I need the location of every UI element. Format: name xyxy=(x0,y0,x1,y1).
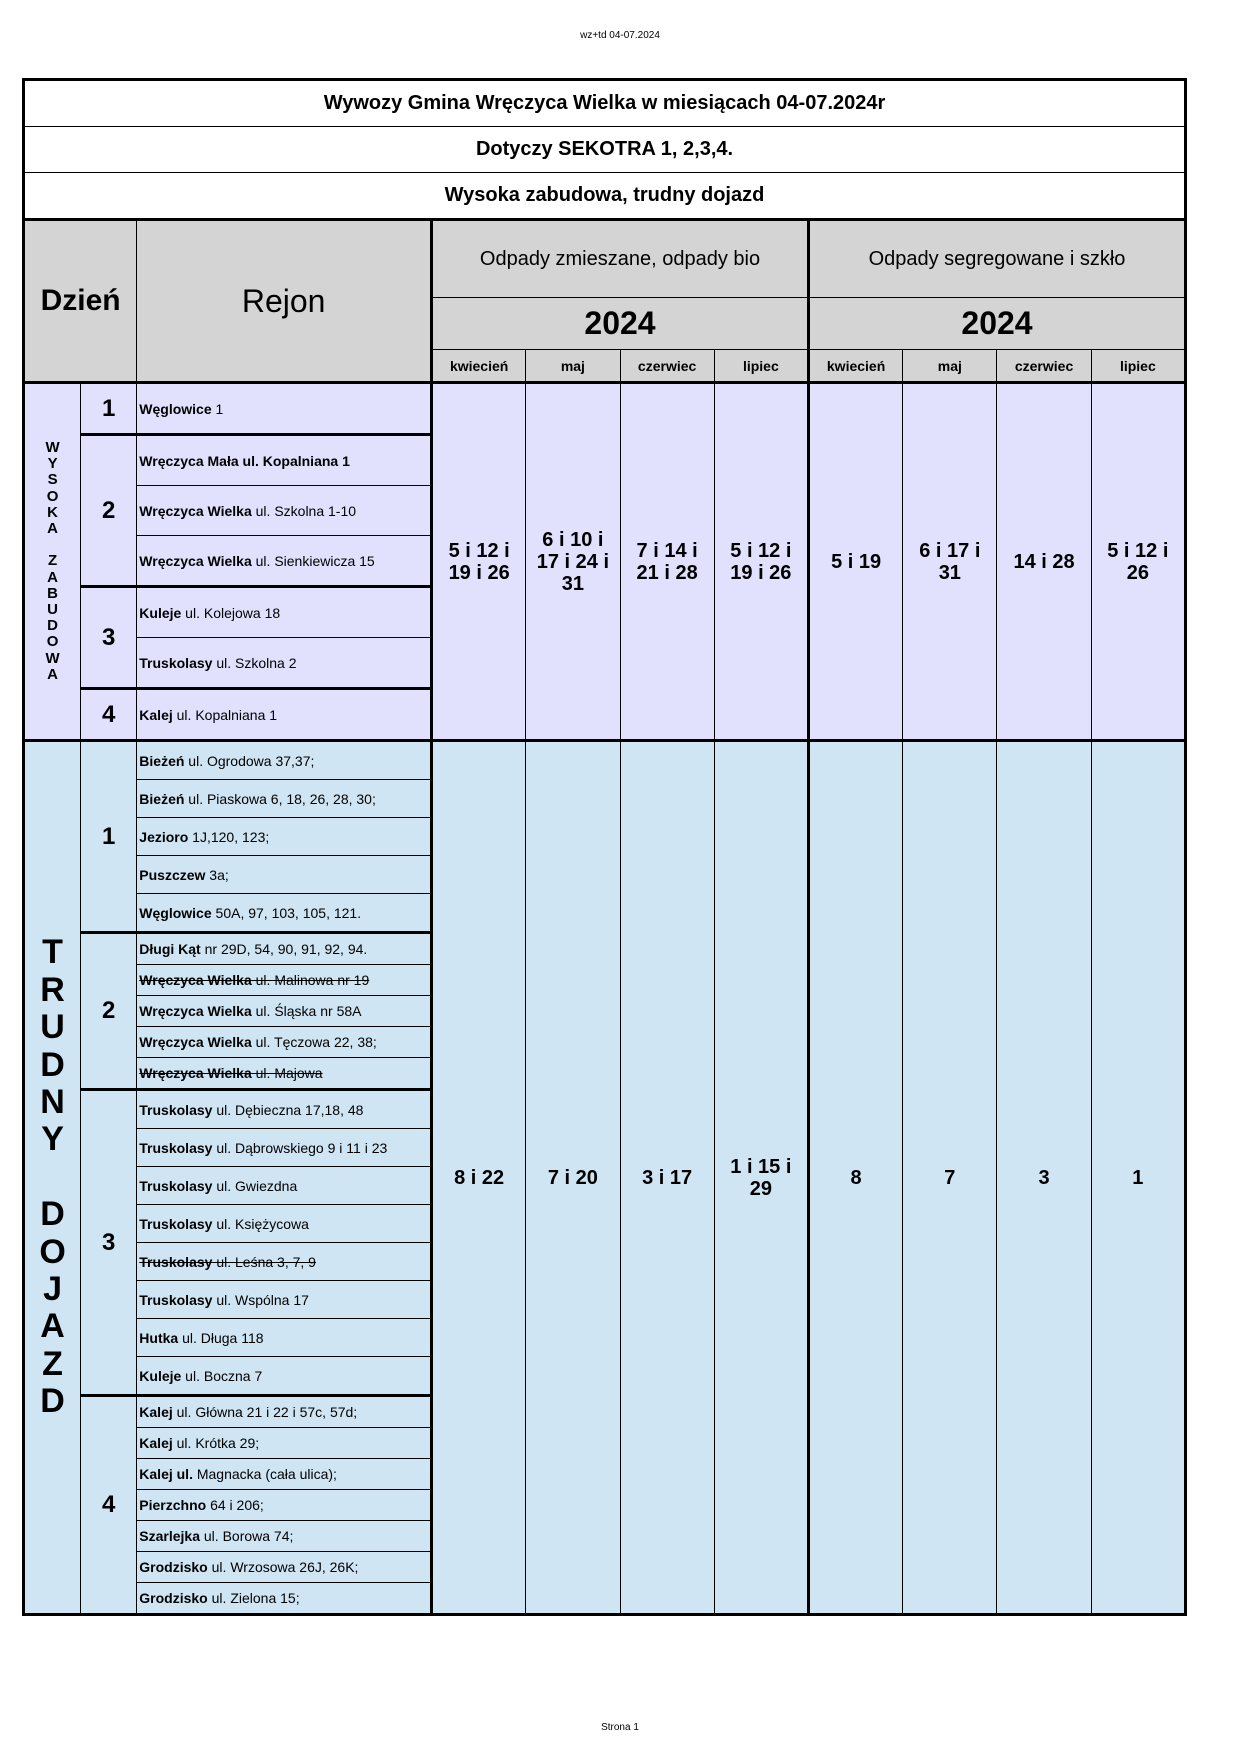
section-label-letter: Z xyxy=(42,1344,63,1383)
section-label-letter: O xyxy=(46,487,59,505)
street-address: ul. Dąbrowskiego 9 i 11 i 23 xyxy=(212,1139,388,1156)
day-number: 2 xyxy=(81,435,137,587)
street-address: 1 xyxy=(211,400,224,417)
locality-name: Wręczyca Wielka xyxy=(139,1003,252,1019)
street-address: 3a; xyxy=(205,866,229,883)
street-address: ul. Kolejowa 18 xyxy=(181,604,281,621)
locality-name: Jezioro xyxy=(139,828,189,845)
section-label-letter: A xyxy=(47,568,58,586)
street-address: ul. Boczna 7 xyxy=(181,1367,263,1384)
street-address: ul. Księżycowa xyxy=(212,1215,309,1232)
section-label-letter xyxy=(25,1159,80,1196)
section-label-letter: W xyxy=(45,439,60,457)
location-cell xyxy=(137,1027,432,1058)
street-address: ul. Piaskowa 6, 18, 26, 28, 30; xyxy=(184,790,376,807)
location-cell xyxy=(137,1243,432,1281)
locality-name: Wręczyca Wielka xyxy=(139,502,252,519)
collection-dates: 14 i 28 xyxy=(997,383,1091,741)
section-label-letter: K xyxy=(47,503,58,521)
section-label-letter: U xyxy=(40,1008,65,1047)
street-address: ul. Śląska nr 58A xyxy=(251,1003,362,1019)
collection-dates: 1 xyxy=(1091,741,1185,1615)
locality-name: Węglowice xyxy=(139,904,212,921)
street-address: Magnacka (cała ulica); xyxy=(192,1466,337,1482)
year-header-mixed: 2024 xyxy=(432,298,809,350)
month-header: kwiecień xyxy=(432,350,526,383)
location-cell xyxy=(137,1058,432,1090)
locality-name: Kalej xyxy=(139,1435,173,1451)
section-label-letter xyxy=(25,537,80,553)
collection-dates: 8 i 22 xyxy=(432,741,526,1615)
location-cell xyxy=(137,1428,432,1459)
location-cell xyxy=(137,933,432,965)
section-label-letter: A xyxy=(47,520,58,538)
location-cell xyxy=(137,689,432,741)
section-label-letter: R xyxy=(40,970,65,1009)
month-header: lipiec xyxy=(714,350,808,383)
section-label-letter: O xyxy=(46,633,59,651)
section-label-letter: B xyxy=(47,584,58,602)
month-header: maj xyxy=(903,350,997,383)
locality-name: Hutka xyxy=(139,1329,179,1346)
location-cell xyxy=(137,1490,432,1521)
month-header: kwiecień xyxy=(808,350,902,383)
day-number: 3 xyxy=(81,1090,137,1396)
location-cell xyxy=(137,996,432,1027)
location-cell xyxy=(137,536,432,587)
locality-name: Kalej ul. xyxy=(139,1466,193,1482)
collection-dates: 5 i 12 i 19 i 26 xyxy=(714,383,808,741)
location-cell xyxy=(137,638,432,689)
location-cell xyxy=(137,435,432,486)
locality-name: Truskolasy xyxy=(139,1253,213,1270)
year-header-segregated: 2024 xyxy=(808,298,1185,350)
street-address: ul. Borowa 74; xyxy=(200,1528,294,1544)
location-cell xyxy=(137,1357,432,1396)
location-cell xyxy=(137,780,432,818)
table-title: Wywozy Gmina Wręczyca Wielka w miesiącach 04-07.2024r xyxy=(24,80,1186,127)
locality-name: Długi Kąt xyxy=(139,941,201,957)
street-address: ul. Wrzosowa 26J, 26K; xyxy=(207,1559,359,1575)
location-cell xyxy=(137,741,432,780)
location-cell xyxy=(137,383,432,435)
street-address: ul. Gwiezdna xyxy=(212,1177,298,1194)
location-cell xyxy=(137,1552,432,1583)
collection-dates: 7 i 20 xyxy=(526,741,620,1615)
locality-name: Węglowice xyxy=(139,400,212,417)
locality-name: Wręczyca Wielka xyxy=(139,972,252,988)
location-cell xyxy=(137,1459,432,1490)
page-header: wz+td 04-07.2024 xyxy=(580,30,660,41)
day-number: 4 xyxy=(81,689,137,741)
locality-name: Wręczyca Wielka xyxy=(139,552,252,569)
street-address: ul. Wspólna 17 xyxy=(212,1291,309,1308)
group-header-segregated: Odpady segregowane i szkło xyxy=(808,220,1185,298)
locality-name: Grodzisko xyxy=(139,1559,208,1575)
day-number: 1 xyxy=(81,741,137,933)
location-cell xyxy=(137,818,432,856)
collection-dates: 8 xyxy=(808,741,902,1615)
section-label-letter: Y xyxy=(41,1120,64,1159)
schedule-table xyxy=(22,78,1187,1616)
locality-name: Szarlejka xyxy=(139,1528,200,1544)
street-address: 50A, 97, 103, 105, 121. xyxy=(211,904,362,921)
collection-dates: 5 i 19 xyxy=(808,383,902,741)
locality-name: Truskolasy xyxy=(139,654,213,671)
collection-dates: 1 i 15 i 29 xyxy=(714,741,808,1615)
day-number: 1 xyxy=(81,383,137,435)
locality-name: Puszczew xyxy=(139,866,206,883)
day-number: 4 xyxy=(81,1396,137,1615)
locality-name: Grodzisko xyxy=(139,1590,208,1606)
locality-name: Kalej xyxy=(139,1404,173,1420)
collection-dates: 3 i 17 xyxy=(620,741,714,1615)
collection-dates: 6 i 17 i 31 xyxy=(903,383,997,741)
street-address: ul. Główna 21 i 22 i 57c, 57d; xyxy=(172,1404,358,1420)
locality-name: Truskolasy xyxy=(139,1177,213,1194)
location-cell xyxy=(137,1129,432,1167)
section-label-letter: D xyxy=(40,1382,65,1421)
page-footer: Strona 1 xyxy=(601,1722,639,1733)
location-cell xyxy=(137,1319,432,1357)
section-label-letter: W xyxy=(45,649,60,667)
section-label-letter: A xyxy=(40,1307,65,1346)
locality-name: Kalej xyxy=(139,706,173,723)
collection-dates: 5 i 12 i 26 xyxy=(1091,383,1185,741)
column-header-region: Rejon xyxy=(137,220,432,383)
locality-name: Wręczyca Wielka xyxy=(139,1034,252,1050)
location-cell xyxy=(137,856,432,894)
section2-label xyxy=(24,741,81,1615)
location-cell xyxy=(137,1205,432,1243)
locality-name: Truskolasy xyxy=(139,1139,213,1156)
street-address: ul. Majowa xyxy=(251,1065,323,1081)
location-cell xyxy=(137,894,432,933)
street-address: ul. Zielona 15; xyxy=(207,1590,300,1606)
section-label-letter: N xyxy=(40,1083,65,1122)
street-address: ul. Sienkiewicza 15 xyxy=(251,552,375,569)
table-subtitle-2: Wysoka zabudowa, trudny dojazd xyxy=(24,173,1186,220)
section-label-letter: U xyxy=(47,600,58,618)
section-label-letter: O xyxy=(39,1232,66,1271)
collection-dates: 5 i 12 i 19 i 26 xyxy=(432,383,526,741)
month-header: czerwiec xyxy=(620,350,714,383)
locality-name: Truskolasy xyxy=(139,1101,213,1118)
locality-name: Wręczyca Mała ul. Kopalniana 1 xyxy=(139,452,350,469)
locality-name: Wręczyca Wielka xyxy=(139,1065,252,1081)
location-cell xyxy=(137,1396,432,1428)
table-subtitle: Dotyczy SEKOTRA 1, 2,3,4. xyxy=(24,127,1186,173)
locality-name: Kuleje xyxy=(139,1367,182,1384)
section-label-letter: Z xyxy=(47,552,58,570)
street-address: nr 29D, 54, 90, 91, 92, 94. xyxy=(200,941,368,957)
street-address: ul. Krótka 29; xyxy=(172,1435,260,1451)
section-label-letter: D xyxy=(40,1045,65,1084)
street-address: ul. Ogrodowa 37,37; xyxy=(184,752,315,769)
collection-dates: 7 i 14 i 21 i 28 xyxy=(620,383,714,741)
street-address: ul. Dębieczna 17,18, 48 xyxy=(212,1101,364,1118)
column-header-day: Dzień xyxy=(24,220,137,383)
section-label-letter: D xyxy=(40,1195,65,1234)
collection-dates: 7 xyxy=(903,741,997,1615)
group-header-mixed: Odpady zmieszane, odpady bio xyxy=(432,220,809,298)
location-cell xyxy=(137,965,432,996)
section-label-letter: S xyxy=(47,471,58,489)
street-address: ul. Leśna 3, 7, 9 xyxy=(212,1253,316,1270)
street-address: ul. Szkolna 2 xyxy=(212,654,297,671)
street-address: 1J,120, 123; xyxy=(188,828,270,845)
section1-label xyxy=(24,383,81,741)
day-number: 3 xyxy=(81,587,137,689)
street-address: ul. Malinowa nr 19 xyxy=(251,972,370,988)
locality-name: Bieżeń xyxy=(139,790,185,807)
location-cell xyxy=(137,1281,432,1319)
locality-name: Truskolasy xyxy=(139,1291,213,1308)
section-label-letter: D xyxy=(47,617,58,635)
month-header: maj xyxy=(526,350,620,383)
street-address: ul. Tęczowa 22, 38; xyxy=(251,1034,377,1050)
location-cell xyxy=(137,1167,432,1205)
locality-name: Bieżeń xyxy=(139,752,185,769)
section-label-letter: Y xyxy=(47,455,58,473)
street-address: 64 i 206; xyxy=(206,1497,264,1513)
location-cell xyxy=(137,1521,432,1552)
day-number: 2 xyxy=(81,933,137,1090)
location-cell xyxy=(137,587,432,638)
section-label-letter: J xyxy=(43,1269,63,1308)
collection-dates: 6 i 10 i 17 i 24 i 31 xyxy=(526,383,620,741)
section-label-letter: A xyxy=(47,665,58,683)
street-address: ul. Kopalniana 1 xyxy=(172,706,278,723)
locality-name: Truskolasy xyxy=(139,1215,213,1232)
location-cell xyxy=(137,1583,432,1615)
street-address: ul. Szkolna 1-10 xyxy=(251,502,357,519)
location-cell xyxy=(137,1090,432,1129)
section-label-letter: T xyxy=(42,933,63,972)
collection-dates: 3 xyxy=(997,741,1091,1615)
locality-name: Kuleje xyxy=(139,604,182,621)
location-cell xyxy=(137,486,432,536)
locality-name: Pierzchno xyxy=(139,1497,207,1513)
month-header: lipiec xyxy=(1091,350,1185,383)
street-address: ul. Długa 118 xyxy=(178,1329,264,1346)
month-header: czerwiec xyxy=(997,350,1091,383)
